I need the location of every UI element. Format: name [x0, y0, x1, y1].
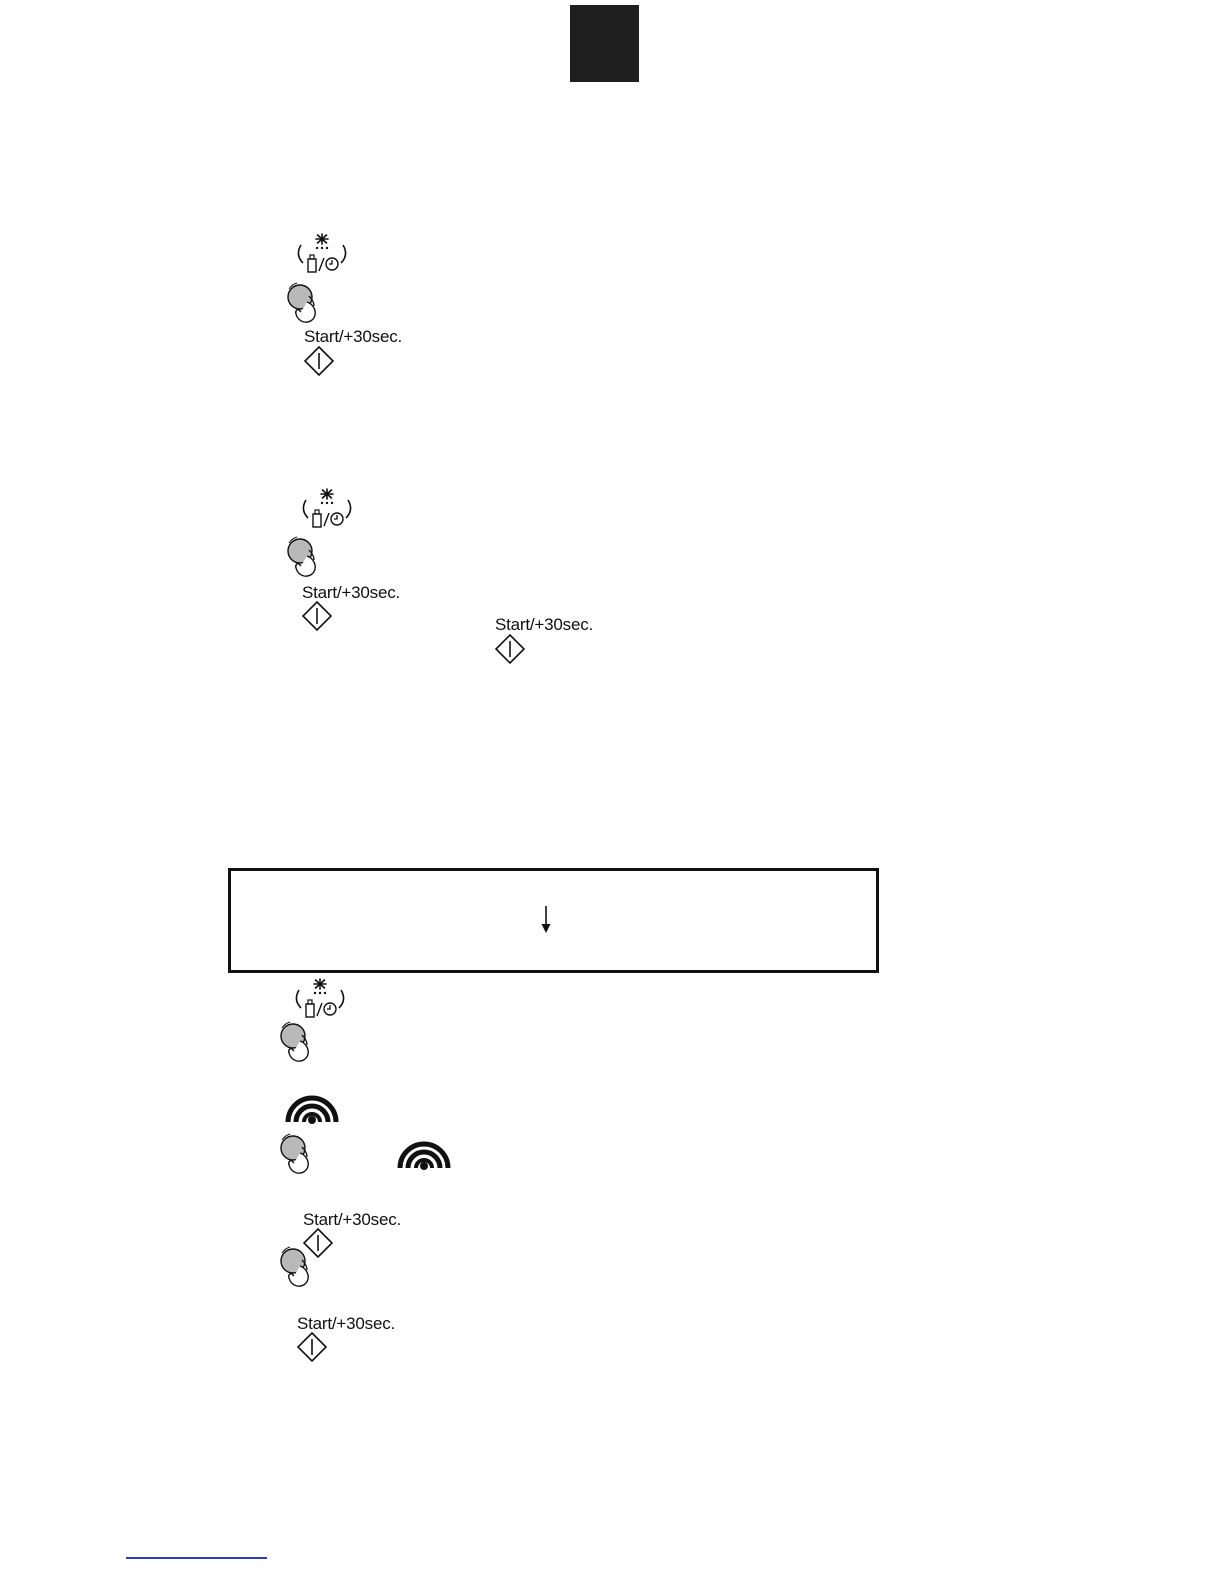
defrost-weight-time-icon[interactable] [300, 488, 354, 532]
start-button-label: Start/+30sec. [297, 1314, 396, 1333]
rotary-dial-hand-icon[interactable] [283, 280, 323, 324]
rotary-dial-hand-icon[interactable] [276, 1131, 316, 1175]
defrost-weight-time-icon[interactable] [295, 233, 349, 277]
start-diamond-icon[interactable] [304, 346, 334, 376]
defrost-weight-time-icon[interactable] [293, 978, 347, 1022]
microwave-power-icon[interactable] [285, 1094, 339, 1124]
start-button-label: Start/+30sec. [304, 327, 403, 346]
rotary-dial-hand-icon[interactable] [283, 534, 323, 578]
language-tab [570, 5, 639, 82]
down-arrow-icon [540, 906, 552, 934]
rotary-dial-hand-icon[interactable] [276, 1244, 316, 1288]
microwave-power-icon [397, 1140, 451, 1170]
rotary-dial-hand-icon[interactable] [276, 1019, 316, 1063]
footer-rule [126, 1557, 267, 1559]
start-button-inline-label: Start/+30sec. [495, 615, 594, 634]
start-diamond-icon[interactable] [302, 601, 332, 631]
info-box [228, 868, 879, 973]
start-button-label: Start/+30sec. [302, 583, 401, 602]
start-diamond-icon[interactable] [297, 1332, 327, 1362]
start-button-label: Start/+30sec. [303, 1210, 402, 1229]
start-diamond-icon[interactable] [495, 634, 525, 664]
